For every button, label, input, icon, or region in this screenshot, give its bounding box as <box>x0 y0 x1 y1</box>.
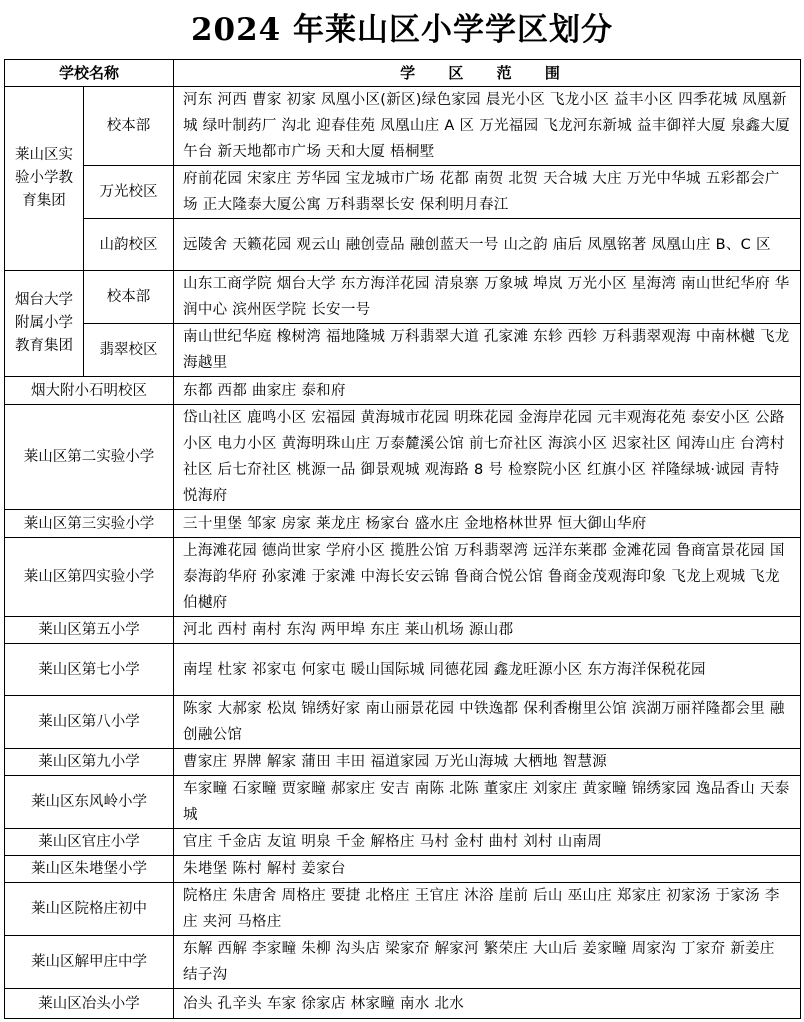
table-row <box>5 538 801 617</box>
campus-name: 翡翠校区 <box>84 324 174 377</box>
table-row <box>5 87 801 166</box>
table-row <box>5 829 801 856</box>
campus-name: 万光校区 <box>84 166 174 219</box>
table-row <box>5 749 801 776</box>
school-name: 莱山区第二实验小学 <box>5 405 174 510</box>
district-range: 东都 西都 曲家庄 泰和府 <box>174 377 801 405</box>
school-name: 莱山区第四实验小学 <box>5 538 174 617</box>
district-range: 曹家庄 界牌 解家 蒲田 丰田 福道家园 万光山海城 大栖地 智慧源 <box>174 749 801 776</box>
table-row <box>5 776 801 829</box>
table-row <box>5 989 801 1019</box>
header-district-range: 学 区 范 围 <box>174 60 801 87</box>
district-range: 陈家 大郝家 松岚 锦绣好家 南山丽景花园 中铁逸都 保利香榭里公馆 滨湖万丽祥隆都会里 融创融公馆 <box>174 696 801 749</box>
district-range: 车家疃 石家疃 贾家疃 郝家庄 安吉 南陈 北陈 董家庄 刘家庄 黄家疃 锦绣家园 逸品香山 天泰城 <box>174 776 801 829</box>
district-range: 东解 西解 李家疃 朱柳 沟头店 梁家夼 解家河 繁荣庄 大山后 姜家疃 周家沟 丁家夼 新姜庄 结子沟 <box>174 936 801 989</box>
table-row <box>5 856 801 883</box>
school-name: 莱山区第七小学 <box>5 644 174 696</box>
table-row <box>5 936 801 989</box>
district-range: 岱山社区 鹿鸣小区 宏福园 黄海城市花园 明珠花园 金海岸花园 元丰观海花苑 泰安小区 公路小区 电力小区 黄海明珠山庄 万泰麓溪公馆 前七夼社区 海滨小区 迟家社区 闻涛山庄 台湾村社区 后七夼社区 桃源一品 御景观城 观海路 8 号 检察院小区 红旗小区 祥隆绿城·诚园 青特悦海府 <box>174 405 801 510</box>
district-range: 府前花园 宋家庄 芳华园 宝龙城市广场 花都 南贺 北贺 天合城 大庄 万光中华城 五彩都会广场 正大隆泰大厦公寓 万科翡翠长安 保利明月春江 <box>174 166 801 219</box>
table-row <box>5 324 801 377</box>
table-row <box>5 510 801 538</box>
district-range: 院格庄 朱唐舍 周格庄 要捷 北格庄 王官庄 沐浴 崖前 后山 巫山庄 郑家庄 初家汤 于家汤 李庄 夹河 马格庄 <box>174 883 801 936</box>
district-range: 冶头 孔辛头 车家 徐家店 林家疃 南水 北水 <box>174 989 801 1019</box>
header-school-name: 学校名称 <box>5 60 174 87</box>
school-name: 莱山区第八小学 <box>5 696 174 749</box>
campus-name: 校本部 <box>84 271 174 324</box>
school-name: 莱山区官庄小学 <box>5 829 174 856</box>
district-range: 上海滩花园 德尚世家 学府小区 揽胜公馆 万科翡翠湾 远洋东莱郡 金滩花园 鲁商富景花园 国泰海韵华府 孙家滩 于家滩 中海长安云锦 鲁商合悦公馆 鲁商金茂观海印象 飞龙上观城 飞龙伯樾府 <box>174 538 801 617</box>
district-range: 官庄 千金店 友谊 明泉 千金 解格庄 马村 金村 曲村 刘村 山南周 <box>174 829 801 856</box>
district-range: 远陵舍 天籁花园 观云山 融创壹品 融创蓝天一号 山之韵 庙后 凤凰铭著 凤凰山庄 B、C 区 <box>174 219 801 271</box>
table-row <box>5 696 801 749</box>
school-name: 莱山区朱塂堡小学 <box>5 856 174 883</box>
table-row <box>5 617 801 644</box>
group-name: 烟台大学附属小学教育集团 <box>5 271 84 377</box>
district-range: 山东工商学院 烟台大学 东方海洋花园 清泉寨 万象城 埠岚 万光小区 星海湾 南山世纪华府 华润中心 滨州医学院 长安一号 <box>174 271 801 324</box>
table-row <box>5 405 801 510</box>
school-name: 莱山区第三实验小学 <box>5 510 174 538</box>
district-range: 南山世纪华庭 橡树湾 福地隆城 万科翡翠大道 孔家滩 东轸 西轸 万科翡翠观海 中南林樾 飞龙海越里 <box>174 324 801 377</box>
school-name: 莱山区院格庄初中 <box>5 883 174 936</box>
school-name: 莱山区解甲庄中学 <box>5 936 174 989</box>
table-header-row <box>5 60 801 87</box>
table-row <box>5 219 801 271</box>
table-row <box>5 377 801 405</box>
table-row <box>5 644 801 696</box>
campus-name: 校本部 <box>84 87 174 166</box>
district-range: 南埕 杜家 祁家屯 何家屯 暖山国际城 同德花园 鑫龙旺源小区 东方海洋保税花园 <box>174 644 801 696</box>
district-range: 河北 西村 南村 东沟 两甲埠 东庄 莱山机场 源山郡 <box>174 617 801 644</box>
district-range: 河东 河西 曹家 初家 凤凰小区(新区)绿色家园 晨光小区 飞龙小区 益丰小区 四季花城 凤凰新城 绿叶制药厂 沟北 迎春佳苑 凤凰山庄 A 区 万光福园 飞龙河东新城 益丰御祥大厦 泉鑫大厦 午台 新天地都市广场 天和大厦 梧桐墅 <box>174 87 801 166</box>
group-name: 莱山区实验小学教育集团 <box>5 87 84 271</box>
campus-name: 山韵校区 <box>84 219 174 271</box>
school-name: 莱山区第九小学 <box>5 749 174 776</box>
school-name: 莱山区东风岭小学 <box>5 776 174 829</box>
page-title: 2024 年莱山区小学学区划分 <box>190 12 614 48</box>
table-row <box>5 883 801 936</box>
school-district-table <box>4 59 801 1019</box>
school-name: 烟大附小石明校区 <box>5 377 174 405</box>
district-range: 朱塂堡 陈村 解村 姜家台 <box>174 856 801 883</box>
school-name: 莱山区第五小学 <box>5 617 174 644</box>
school-name: 莱山区冶头小学 <box>5 989 174 1019</box>
table-row <box>5 271 801 324</box>
table-row <box>5 166 801 219</box>
district-range: 三十里堡 邹家 房家 莱龙庄 杨家台 盛水庄 金地格林世界 恒大御山华府 <box>174 510 801 538</box>
